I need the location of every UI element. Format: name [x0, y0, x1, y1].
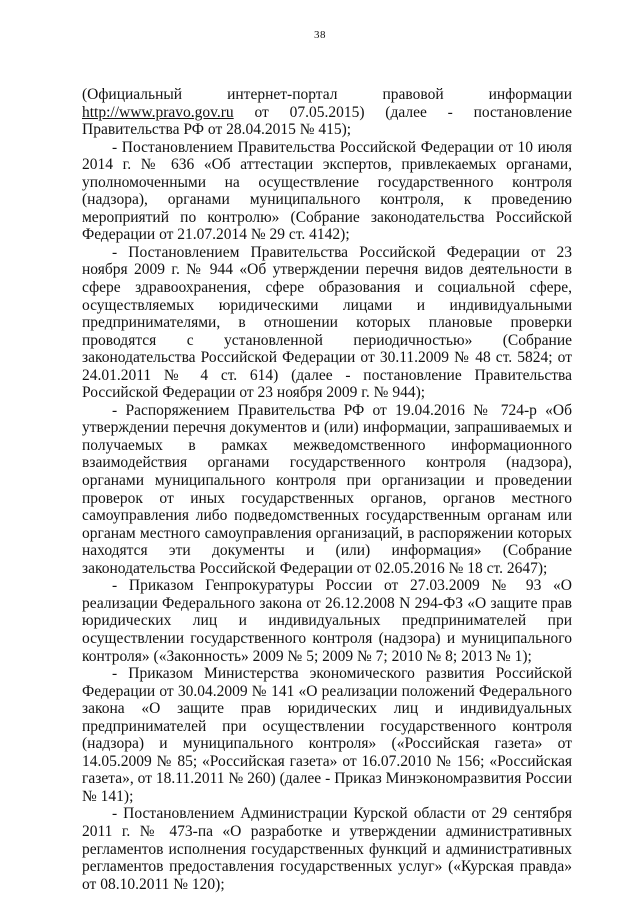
document-body — [82, 86, 572, 893]
paragraph-text-before-link: (Официальный интернет-портал правовой информации — [82, 86, 572, 103]
page-number: 38 — [314, 29, 326, 41]
paragraph-continuation — [82, 86, 572, 139]
paragraph-kursk-resolution-473pa: - Постановлением Администрации Курской области от 29 сентября 2011 г. № 473-па «О разработке и утверждении административных регламентов исполнения государственных функций и административных регламентов предоставления государственных услуг» («Курская правда» от 08.10.2011 № 120); — [82, 805, 572, 893]
paragraph-resolution-944: - Постановлением Правительства Российской Федерации от 23 ноября 2009 г. № 944 «Об утверждении перечня видов деятельности в сфере здравоохранения, сфере образования и социальной сфере, осуществляемых юридическими лицами и индивидуальными предпринимателями, в отношении которых плановые проверки проводятся с установленной периодичностью» (Собрание законодательства Российской Федерации от 30.11.2009 № 48 ст. 5824; от 24.01.2011 № 4 ст. 614) (далее - постановление Правительства Российской Федерации от 23 ноября 2009 г. № 944); — [82, 243, 572, 402]
paragraph-resolution-636: - Постановлением Правительства Российской Федерации от 10 июля 2014 г. № 636 «Об аттестации экспертов, привлекаемых органами, уполномоченными на осуществление государственного контроля (надзора), органами муниципального контроля, к проведению мероприятий по контролю» (Собрание законодательства Российской Федерации от 21.07.2014 № 29 ст. 4142); — [82, 138, 572, 244]
paragraph-text-after-link: от 07.05.2015) (далее - постановление Правительства РФ от 28.04.2015 № 415); — [82, 103, 572, 139]
paragraph-order-724r: - Распоряжением Правительства РФ от 19.04.2016 № 724-р «Об утверждении перечня документов и (или) информации, запрашиваемых и получаемых в рамках межведомственного информационного взаимодействия органами государственного контроля (надзора), органами муниципального контроля при организации и проведении проверок от иных государственных органов, органов местного самоуправления либо подведомственных государственным органам или органам местного самоуправления организаций, в распоряжении которых находятся эти документы и (или) информация» (Собрание законодательства Российской Федерации от 02.05.2016 № 18 ст. 2647); — [82, 401, 572, 577]
paragraph-prosecutor-order-93: - Приказом Генпрокуратуры России от 27.03.2009 № 93 «О реализации Федерального закона от 26.12.2008 N 294-ФЗ «О защите прав юридических лиц и индивидуальных предпринимателей при осуществлении государственного контроля (надзора) и муниципального контроля» («Законность» 2009 № 5; 2009 № 7; 2010 № 8; 2013 № 1); — [82, 577, 572, 665]
pravo-gov-link[interactable]: http://www.pravo.gov.ru — [82, 103, 234, 121]
paragraph-ministry-order-141: - Приказом Министерства экономического развития Российской Федерации от 30.04.2009 № 141 «О реализации положений Федерального закона «О защите прав юридических лиц и индивидуальных предпринимателей при осуществлении государственного контроля (надзора) и муниципального контроля» («Российская газета» от 14.05.2009 № 85; «Российская газета» от 16.07.2010 № 156; «Российская газета», от 18.11.2011 № 260) (далее - Приказ Минэкономразвития России № 141); — [82, 665, 572, 805]
